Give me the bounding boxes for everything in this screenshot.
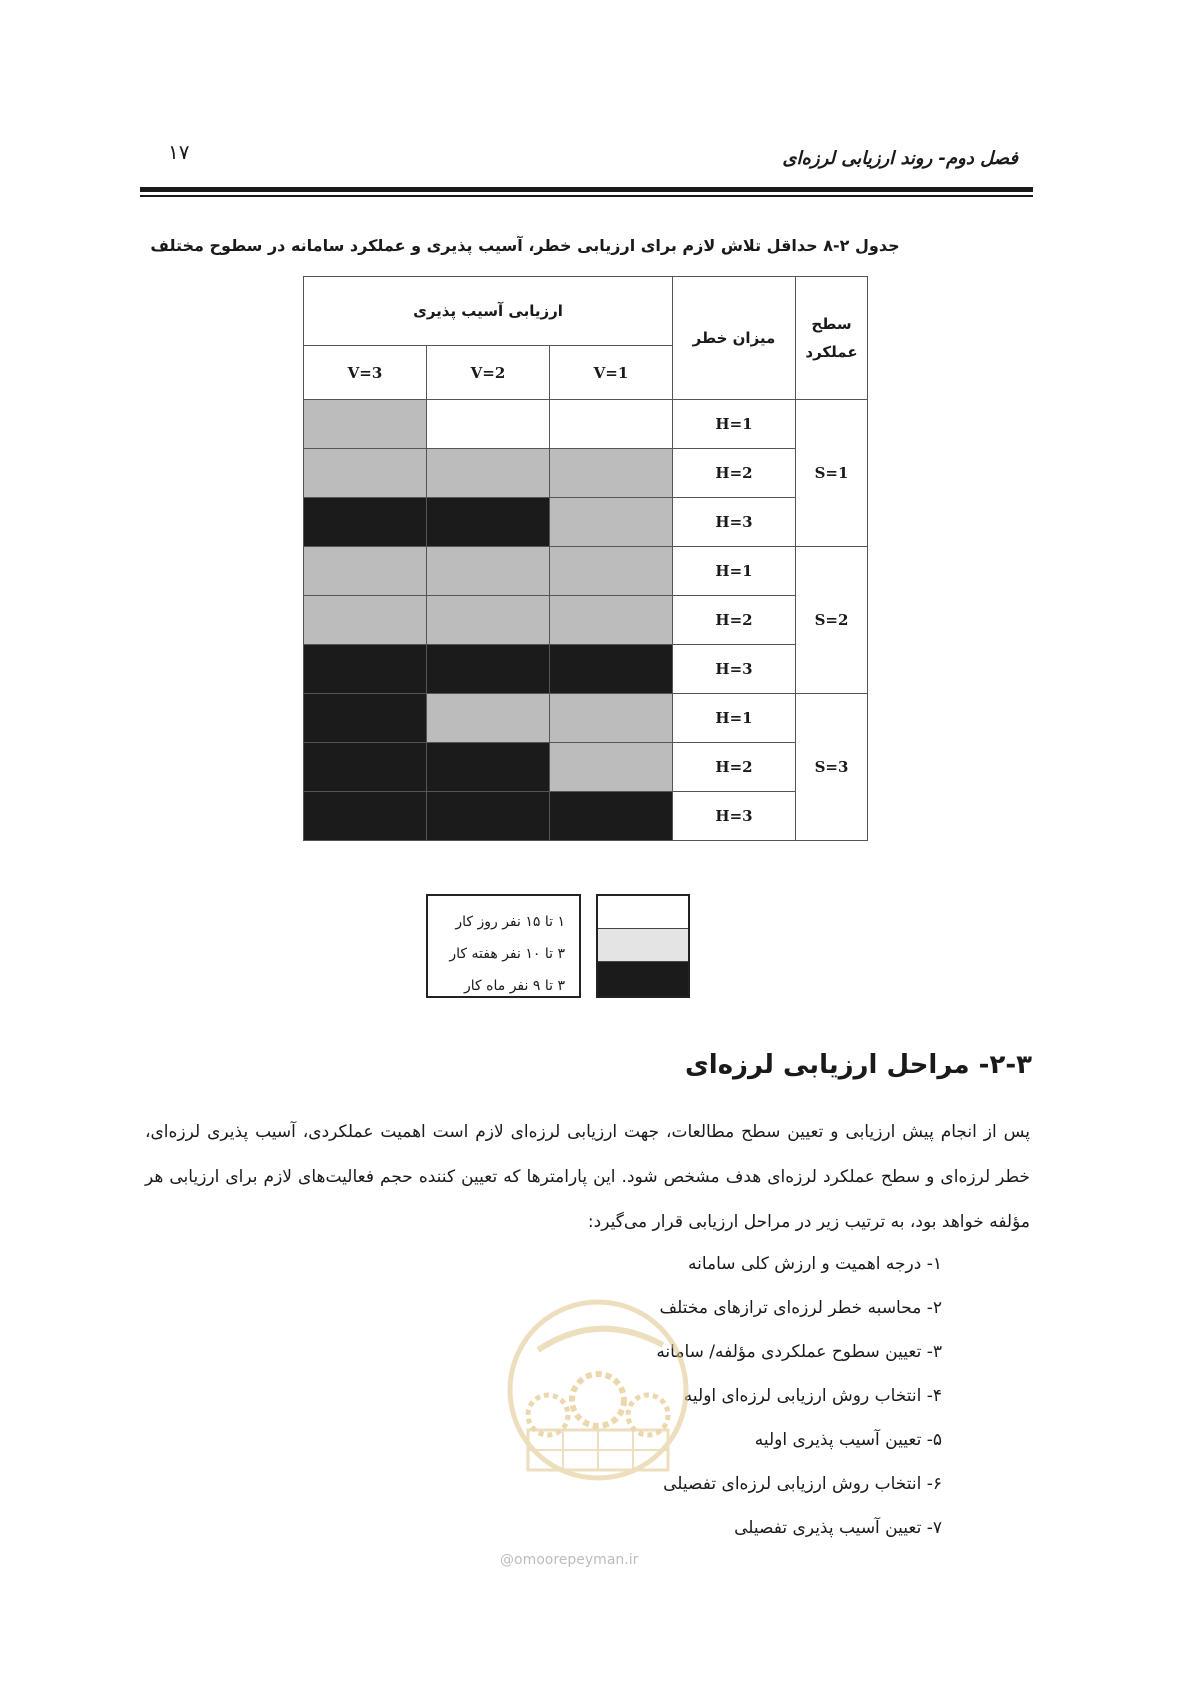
- effort-cell: [427, 449, 550, 498]
- effort-cell: [427, 694, 550, 743]
- watermark-url: @omoorepeyman.ir: [500, 1552, 639, 1568]
- header-risk: میزان خطر: [673, 277, 796, 400]
- legend-swatch-black: [598, 962, 688, 996]
- effort-cell: [304, 400, 427, 449]
- risk-level-cell: H=3: [673, 498, 796, 547]
- legend-swatches: [596, 894, 690, 998]
- effort-cell: [304, 498, 427, 547]
- performance-level-cell: S=2: [796, 547, 868, 694]
- risk-level-cell: H=3: [673, 792, 796, 841]
- chapter-title: فصل دوم- روند ارزیابی لرزه‌ای: [782, 148, 1018, 169]
- risk-level-cell: H=3: [673, 645, 796, 694]
- performance-level-cell: S=1: [796, 400, 868, 547]
- effort-table: [303, 276, 868, 841]
- risk-level-cell: H=1: [673, 694, 796, 743]
- effort-cell: [304, 645, 427, 694]
- table-caption: جدول ۲-۸ حداقل تلاش لازم برای ارزیابی خطر، آسیب پذیری و عملکرد سامانه در سطوح مختلف: [150, 236, 900, 255]
- table-row: [304, 498, 868, 547]
- header-performance-line1: سطح: [811, 315, 852, 333]
- list-item: ۷- تعیین آسیب پذیری تفصیلی: [734, 1518, 942, 1538]
- effort-cell: [427, 645, 550, 694]
- list-item: ۶- انتخاب روش ارزیابی لرزه‌ای تفصیلی: [663, 1474, 942, 1494]
- col-v1: V=1: [550, 346, 673, 400]
- legend-text-box: [426, 894, 581, 998]
- effort-cell: [304, 694, 427, 743]
- col-v3: V=3: [304, 346, 427, 400]
- risk-level-cell: H=2: [673, 449, 796, 498]
- risk-level-cell: H=1: [673, 547, 796, 596]
- header-rule-thick: [140, 187, 1033, 192]
- table-row: [304, 743, 868, 792]
- risk-level-cell: H=2: [673, 743, 796, 792]
- table-row: [304, 792, 868, 841]
- effort-cell: [304, 792, 427, 841]
- effort-cell: [427, 743, 550, 792]
- table-row: [304, 596, 868, 645]
- section-paragraph: پس از انجام پیش ارزیابی و تعیین سطح مطالعات، جهت ارزیابی لرزه‌ای لازم است اهمیت عملکردی، آسیب پذیری لرزه‌ای، خطر لرزه‌ای و سطح عملکرد لرزه‌ای هدف مشخص شود. این پارامترها که تعیین کننده حجم فعالیت‌های لازم برای ارزیابی هر مؤلفه خواهد بود، به ترتیب زیر در مراحل ارزیابی قرار می‌گیرد:: [145, 1122, 1030, 1232]
- effort-cell: [550, 547, 673, 596]
- effort-cell: [427, 400, 550, 449]
- effort-cell: [304, 449, 427, 498]
- effort-cell: [550, 498, 673, 547]
- table-row: [304, 645, 868, 694]
- table-row: [304, 547, 868, 596]
- effort-cell: [427, 547, 550, 596]
- list-item: ۱- درجه اهمیت و ارزش کلی سامانه: [688, 1254, 942, 1274]
- table-row: [304, 400, 868, 449]
- effort-cell: [427, 792, 550, 841]
- performance-level-cell: S=3: [796, 694, 868, 841]
- list-item: ۲- محاسبه خطر لرزه‌ای ترازهای مختلف: [659, 1298, 942, 1318]
- watermark-logo: [498, 1290, 698, 1530]
- risk-level-cell: H=1: [673, 400, 796, 449]
- effort-cell: [427, 498, 550, 547]
- legend-item: ۱ تا ۱۵ نفر روز کار: [455, 914, 565, 930]
- effort-cell: [550, 449, 673, 498]
- effort-cell: [550, 694, 673, 743]
- effort-cell: [304, 596, 427, 645]
- legend-swatch-white: [598, 896, 688, 929]
- effort-cell: [304, 743, 427, 792]
- page-number: ۱۷: [168, 140, 190, 164]
- risk-level-cell: H=2: [673, 596, 796, 645]
- list-item: ۳- تعیین سطوح عملکردی مؤلفه/ سامانه: [656, 1342, 942, 1362]
- effort-cell: [550, 645, 673, 694]
- effort-cell: [550, 400, 673, 449]
- header-performance-line2: عملکرد: [805, 343, 858, 361]
- table-row: [304, 694, 868, 743]
- effort-cell: [550, 792, 673, 841]
- steps-list: [656, 1242, 942, 1550]
- list-item: ۴- انتخاب روش ارزیابی لرزه‌ای اولیه: [683, 1386, 942, 1406]
- legend-swatch-gray: [598, 929, 688, 962]
- list-item: ۵- تعیین آسیب پذیری اولیه: [754, 1430, 942, 1450]
- header-rule-thin: [140, 195, 1033, 197]
- legend-item: ۳ تا ۹ نفر ماه کار: [464, 978, 565, 994]
- effort-cell: [550, 743, 673, 792]
- effort-cell: [550, 596, 673, 645]
- effort-cell: [427, 596, 550, 645]
- table-row: [304, 449, 868, 498]
- effort-cell: [304, 547, 427, 596]
- col-v2: V=2: [427, 346, 550, 400]
- legend-item: ۳ تا ۱۰ نفر هفته کار: [449, 946, 565, 962]
- section-title: ۲-۳- مراحل ارزیابی لرزه‌ای: [684, 1050, 1032, 1080]
- header-performance: [796, 277, 868, 400]
- header-vulnerability: ارزیابی آسیب پذیری: [304, 277, 673, 346]
